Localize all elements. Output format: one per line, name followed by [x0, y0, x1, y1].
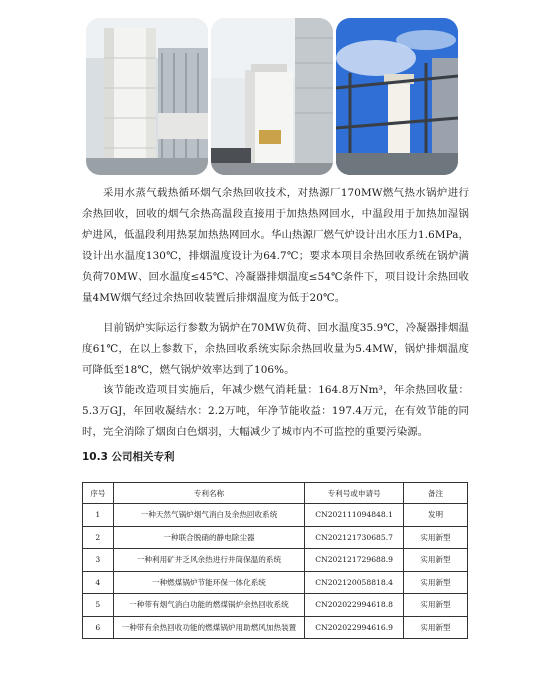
cell-patent-name: 一种联合脱硝的静电除尘器: [113, 526, 305, 549]
cell-patent-name: 一种带有余热回收功能的燃煤锅炉用助燃风加热装置: [113, 616, 305, 639]
cell-patent-number: CN202022994616.9: [305, 616, 404, 639]
cell-remarks: 发明: [403, 504, 467, 527]
heat-recovery-unit-photo: [211, 18, 333, 175]
cell-patent-name: 一种带有烟气消白功能的燃煤锅炉余热回收系统: [113, 594, 305, 617]
table-row: [83, 616, 468, 639]
cell-remarks: 实用新型: [403, 616, 467, 639]
table-row: [83, 594, 468, 617]
header-index: 序号: [83, 483, 114, 504]
paragraph-heat-recovery-technology: [82, 183, 469, 309]
cell-index: 4: [83, 571, 114, 594]
paragraph-text: 该节能改造项目实施后，年减少燃气消耗量：164.8万Nm³，年余热回收量：5.3万GJ，年回收凝结水：2.2万吨，年净节能收益：197.4万元，在有效节能的同时，完全消除了烟囱白色烟羽，大幅减少了城市内不可监控的重要污染源。: [82, 384, 469, 438]
cell-patent-name: 一种利用矿井乏风余热进行井筒保温的系统: [113, 549, 305, 572]
photo-strip: [86, 18, 458, 175]
chimney-blue-sky-photo: [336, 18, 458, 175]
paragraph-project-benefits: [82, 380, 469, 443]
table-row: [83, 504, 468, 527]
paragraph-operating-parameters: [82, 318, 469, 381]
cell-index: 6: [83, 616, 114, 639]
header-patent-name: 专利名称: [113, 483, 305, 504]
cell-remarks: 实用新型: [403, 571, 467, 594]
cell-patent-number: CN202111094848.1: [305, 504, 404, 527]
cell-patent-number: CN202121730685.7: [305, 526, 404, 549]
paragraph-text: 目前锅炉实际运行参数为锅炉在70MW负荷、回水温度35.9℃，冷凝器排烟温度61℃，在以上参数下，余热回收系统实际余热回收量为5.4MW，锅炉排烟温度可降低至18℃，燃气锅炉效率达到了106%。: [82, 322, 469, 376]
header-remarks: 备注: [403, 483, 467, 504]
cell-patent-name: 一种天然气锅炉烟气消白及余热回收系统: [113, 504, 305, 527]
table-row: [83, 526, 468, 549]
section-heading: 10.3 公司相关专利: [82, 451, 175, 463]
paragraph-text: 采用水蒸气载热循环烟气余热回收技术，对热源厂170MW燃气热水锅炉进行余热回收，回收的烟气余热高温段直接用于加热热网回水，中温段用于加热加湿锅炉进风，低温段利用热泵加热热网回水。华山热源厂燃气炉设计出水压力1.6MPa，设计出水温度130℃，排烟温度设计为64.7℃；要求本项目余热回收系统在锅炉满负荷70MW、回水温度≤45℃、冷凝器排烟温度≤54℃条件下，项目设计余热回收量4MW烟气经过余热回收装置后排烟温度为低于20℃。: [82, 187, 469, 304]
cell-index: 2: [83, 526, 114, 549]
cell-index: 3: [83, 549, 114, 572]
cell-patent-name: 一种燃煤锅炉节能环保一体化系统: [113, 571, 305, 594]
cell-remarks: 实用新型: [403, 549, 467, 572]
cell-patent-number: CN202022994618.8: [305, 594, 404, 617]
boiler-exhaust-tower-photo: [86, 18, 208, 175]
cell-remarks: 实用新型: [403, 526, 467, 549]
table-row: [83, 571, 468, 594]
cell-patent-number: CN202121729688.9: [305, 549, 404, 572]
cell-index: 1: [83, 504, 114, 527]
patent-table: [82, 482, 468, 639]
table-header-row: [83, 483, 468, 504]
header-patent-number: 专利号或申请号: [305, 483, 404, 504]
cell-patent-number: CN202120058818.4: [305, 571, 404, 594]
cell-remarks: 实用新型: [403, 594, 467, 617]
cell-index: 5: [83, 594, 114, 617]
table-row: [83, 549, 468, 572]
